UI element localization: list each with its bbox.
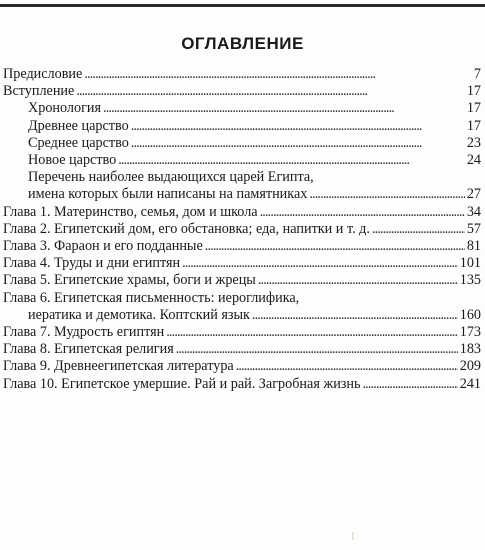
toc-entry-page: 135 (459, 272, 481, 289)
toc-entry-middle-kingdom[interactable] (3, 135, 481, 152)
toc-entry-chapter-1[interactable] (3, 204, 481, 221)
toc-entry-title: Глава 1. Материнство, семья, дом и школа (3, 203, 258, 220)
toc-entry-page: 27 (466, 186, 481, 203)
toc-entry-title: Глава 3. Фараон и его подданные (3, 238, 203, 255)
toc-entry-page: 81 (466, 238, 481, 255)
dot-leader (260, 204, 465, 221)
dot-leader (166, 324, 457, 341)
toc-entry-title: Глава 5. Египетские храмы, боги и жрецы (3, 272, 256, 289)
dot-leader (205, 238, 465, 255)
dot-leader (362, 376, 457, 393)
dot-leader (236, 358, 458, 375)
dot-leader (252, 307, 458, 324)
toc-entry-title-line1: Глава 6. Египетская письменность: иероглифика, (3, 289, 300, 306)
dot-leader (118, 152, 465, 169)
toc-entry-chapter-7[interactable] (3, 324, 481, 341)
toc-entry-title: Предисловие (3, 66, 83, 82)
dot-leader (131, 135, 465, 152)
toc-entry-introduction[interactable] (3, 83, 481, 100)
toc-entry-page: 7 (473, 66, 481, 82)
toc-entry-title-line1: Перечень наиболее выдающихся царей Египта, (28, 169, 314, 186)
toc-entry-title: Глава 4. Труды и дни египтян (3, 255, 181, 272)
toc-entry-page: 101 (459, 255, 481, 272)
toc-entry-title: Хронология (28, 100, 102, 117)
top-rule (0, 4, 485, 7)
dot-leader (309, 186, 464, 203)
dot-leader (76, 83, 464, 100)
dot-leader (372, 221, 465, 238)
table-of-contents (3, 66, 481, 393)
scan-artifact (352, 532, 354, 540)
page-title: ОГЛАВЛЕНИЕ (181, 34, 304, 53)
toc-entry-title: Глава 8. Египетская религия (3, 341, 174, 358)
toc-entry-kings-list[interactable] (3, 169, 481, 203)
toc-entry-title: иератика и демотика. Коптский язык (28, 306, 250, 323)
toc-entry-chapter-4[interactable] (3, 255, 481, 272)
dot-leader (103, 100, 465, 117)
toc-entry-title: Глава 10. Египетское умершие. Рай и рай. Загробная жизнь (3, 375, 361, 392)
toc-entry-page: 160 (459, 306, 481, 323)
toc-entry-page: 241 (459, 375, 481, 392)
toc-entry-title: Глава 7. Мудрость египтян (3, 324, 165, 341)
toc-entry-page: 17 (466, 117, 481, 134)
dot-leader (176, 341, 458, 358)
toc-entry-page: 17 (466, 100, 481, 117)
toc-entry-chronology[interactable] (3, 100, 481, 117)
toc-entry-chapter-10[interactable] (3, 376, 481, 393)
toc-entry-page: 23 (466, 134, 481, 151)
toc-entry-chapter-8[interactable] (3, 341, 481, 358)
toc-entry-chapter-9[interactable] (3, 358, 481, 375)
toc-entry-title: имена которых были написаны на памятниках (28, 186, 308, 203)
dot-leader (84, 66, 472, 83)
toc-entry-chapter-5[interactable] (3, 272, 481, 289)
toc-entry-old-kingdom[interactable] (3, 118, 481, 135)
toc-entry-chapter-2[interactable] (3, 221, 481, 238)
toc-entry-chapter-3[interactable] (3, 238, 481, 255)
toc-entry-page: 17 (466, 83, 481, 100)
toc-entry-page: 183 (459, 341, 481, 358)
toc-entry-title: Вступление (3, 83, 75, 100)
toc-entry-page: 24 (466, 152, 481, 169)
toc-entry-title: Новое царство (28, 152, 117, 169)
toc-entry-page: 57 (466, 220, 481, 237)
toc-entry-title: Глава 9. Древнеегипетская литература (3, 358, 234, 375)
toc-entry-title: Среднее царство (28, 134, 129, 151)
toc-entry-preface[interactable] (3, 66, 481, 83)
toc-entry-new-kingdom[interactable] (3, 152, 481, 169)
toc-entry-title: Древнее царство (28, 117, 129, 134)
toc-entry-title: Глава 2. Египетский дом, его обстановка; еда, напитки и т. д. (3, 220, 370, 237)
dot-leader (131, 118, 465, 135)
toc-entry-page: 209 (459, 358, 481, 375)
toc-entry-chapter-6[interactable] (3, 290, 481, 324)
dot-leader (258, 272, 458, 289)
toc-entry-page: 34 (466, 203, 481, 220)
toc-entry-page: 173 (459, 324, 481, 341)
dot-leader (182, 255, 458, 272)
